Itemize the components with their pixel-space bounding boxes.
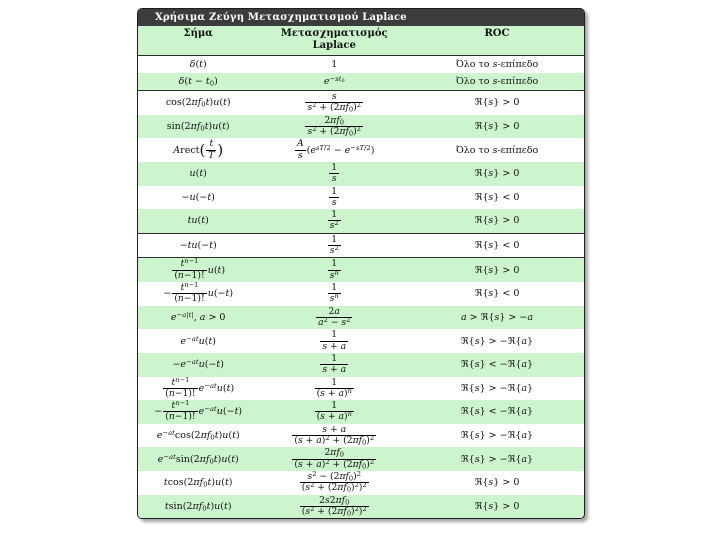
roc-cell: Όλο το s-επίπεδο bbox=[455, 76, 539, 87]
table-row bbox=[138, 306, 584, 330]
signal-cell: −tu(−t) bbox=[179, 240, 217, 252]
transform-cell: $e^{-st_0}$ bbox=[323, 74, 345, 87]
column-header-roc bbox=[410, 28, 584, 52]
transform-cell: $\frac{2\pi f_0}{(s + a)^2 + (2\pi f_0)^2}$ bbox=[294, 447, 375, 470]
table-row bbox=[138, 138, 584, 162]
transform-cell: $\frac{1}{s + a}$ bbox=[322, 352, 347, 376]
transform-cell: $\frac{1}{s^2}$ bbox=[329, 233, 339, 257]
signal-cell: −u(−t) bbox=[181, 191, 215, 203]
roc-cell: ℜ{s} > −ℜ{a} bbox=[460, 430, 534, 442]
table-row bbox=[138, 495, 584, 519]
signal-cell: δ(t) bbox=[189, 59, 207, 70]
table-row bbox=[138, 258, 584, 282]
roc-cell: ℜ{s} > 0 bbox=[474, 97, 520, 109]
signal-cell: $\sin(2\pi f_0t)u(t)$ bbox=[166, 120, 230, 133]
transform-cell: $\frac{s + a}{(s + a)^2 + (2\pi f_0)^2}$ bbox=[294, 423, 375, 447]
column-header-signal-label: Σήμα bbox=[183, 28, 213, 39]
transform-cell: $\frac{2a}{a^2 - s^2}$ bbox=[318, 305, 351, 328]
roc-cell: ℜ{s} > 0 bbox=[474, 477, 520, 489]
transform-cell: $\frac{s^2 - (2\pi f_0)^2}{(s^2 + (2\pi f_0)^2)^2}$ bbox=[301, 470, 367, 494]
table-row bbox=[138, 447, 584, 471]
column-header-roc-label: ROC bbox=[484, 28, 510, 39]
transform-cell: $\frac{1}{s^2}$ bbox=[329, 209, 339, 232]
roc-cell: Όλο το s-επίπεδο bbox=[455, 59, 539, 70]
transform-cell: $\frac{s}{s^2 + (2\pi f_0)^2}$ bbox=[307, 91, 361, 114]
laplace-pairs-table bbox=[137, 8, 585, 519]
roc-cell: ℜ{s} > 0 bbox=[474, 168, 520, 180]
signal-cell: u(t) bbox=[189, 168, 207, 180]
roc-cell: ℜ{s} > 0 bbox=[474, 264, 520, 276]
table-row bbox=[138, 329, 584, 353]
roc-cell: ℜ{s} < 0 bbox=[474, 288, 520, 300]
table-row bbox=[138, 377, 584, 401]
column-header-transform-label-line2: Laplace bbox=[312, 40, 356, 51]
table-title-bar bbox=[138, 9, 584, 26]
table-row bbox=[138, 91, 584, 115]
signal-cell: $e^{-at}\cos(2\pi f_0t)u(t)$ bbox=[156, 429, 240, 442]
column-header-transform-label-line1: Μετασχηματισμός bbox=[280, 28, 388, 39]
signal-cell: $tsin(2\pi f_0t)u(t)$ bbox=[164, 500, 232, 513]
transform-cell: $\frac{1}{s^n}$ bbox=[329, 258, 339, 281]
table-row bbox=[138, 400, 584, 424]
transform-cell: 1 bbox=[331, 59, 338, 70]
table-row bbox=[138, 115, 584, 139]
column-header-transform bbox=[258, 28, 410, 52]
table-row bbox=[138, 424, 584, 448]
table-row bbox=[138, 282, 584, 306]
signal-cell: Arect ( $\frac{t}{T}$ ) bbox=[173, 138, 224, 161]
roc-cell: ℜ{s} > 0 bbox=[474, 120, 520, 132]
roc-cell: ℜ{s} > −ℜ{a} bbox=[460, 453, 534, 465]
roc-cell: ℜ{s} < −ℜ{a} bbox=[460, 406, 534, 418]
signal-cell: $-e^{-at}u(-t)$ bbox=[172, 358, 224, 371]
table-row bbox=[138, 186, 584, 210]
signal-cell: − $\frac{t^{n-1}}{(n-1)!}$ u(−t) bbox=[163, 281, 234, 305]
roc-cell: ℜ{s} < 0 bbox=[474, 191, 520, 203]
signal-cell: $\cos(2\pi f_0t)u(t)$ bbox=[165, 97, 231, 109]
roc-cell: ℜ{s} > 0 bbox=[474, 215, 520, 227]
signal-cell: $e^{-at}u(t)$ bbox=[180, 334, 216, 347]
table-row bbox=[138, 353, 584, 377]
signal-cell: − $\frac{t^{n-1}}{(n-1)!}$ $e^{-at}u(-t)$ bbox=[154, 399, 243, 423]
transform-cell: $\frac{1}{s}$ bbox=[331, 185, 338, 208]
table-header-row bbox=[138, 26, 584, 56]
signal-cell: $\frac{t^{n-1}}{(n-1)!}$ u(t) bbox=[174, 257, 226, 281]
roc-cell: ℜ{s} > 0 bbox=[474, 500, 520, 512]
transform-cell: $\frac{1}{s}$ bbox=[331, 161, 338, 185]
table-row bbox=[138, 234, 584, 259]
transform-cell: $\frac{A}{s}$ $(e^{sT/2} - e^{-sT/2})$ bbox=[296, 138, 375, 161]
transform-cell: $\frac{2\pi f_0}{s^2 + (2\pi f_0)^2}$ bbox=[307, 114, 361, 138]
transform-cell: $\frac{1}{s^n}$ bbox=[329, 282, 339, 305]
table-body bbox=[138, 56, 584, 518]
signal-cell: $e^{-a|t|}$, a > 0 bbox=[170, 310, 226, 323]
table-row bbox=[138, 73, 584, 91]
table-title: Χρήσιμα Ζεύγη Μετασχηματισμού Laplace bbox=[155, 12, 407, 23]
transform-cell: $\frac{1}{(s + a)^n}$ bbox=[316, 376, 352, 399]
roc-cell: ℜ{s} < 0 bbox=[474, 240, 520, 252]
table-row bbox=[138, 471, 584, 495]
transform-cell: $\frac{2s2\pi f_0}{(s^2 + (2\pi f_0)^2)^2}$ bbox=[301, 494, 367, 518]
table-row bbox=[138, 162, 584, 186]
column-header-signal bbox=[138, 28, 258, 52]
roc-cell: ℜ{s} > −ℜ{a} bbox=[460, 382, 534, 394]
signal-cell: $\delta(t - t_0)$ bbox=[178, 76, 218, 88]
transform-cell: $\frac{1}{(s + a)^n}$ bbox=[316, 400, 352, 423]
roc-cell: ℜ{s} < −ℜ{a} bbox=[460, 359, 534, 371]
signal-cell: $e^{-at}\sin(2\pi f_0t)u(t)$ bbox=[157, 452, 239, 466]
signal-cell: $\frac{t^{n-1}}{(n-1)!}$ $e^{-at}u(t)$ bbox=[165, 375, 235, 399]
signal-cell: $tcos(2\pi f_0t)u(t)$ bbox=[163, 477, 233, 489]
roc-cell: Όλο το s-επίπεδο bbox=[455, 144, 539, 156]
table-row bbox=[138, 209, 584, 234]
roc-cell: a > ℜ{s} > −a bbox=[460, 311, 534, 323]
roc-cell: ℜ{s} > −ℜ{a} bbox=[460, 335, 534, 347]
table-row bbox=[138, 56, 584, 73]
signal-cell: tu(t) bbox=[187, 215, 209, 227]
transform-cell: $\frac{1}{s + a}$ bbox=[322, 329, 347, 352]
